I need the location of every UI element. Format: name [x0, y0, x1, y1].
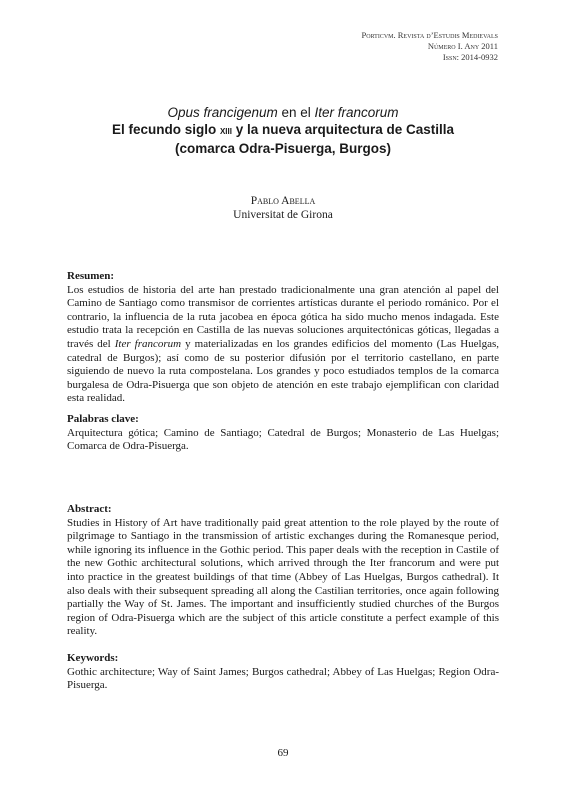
abstract-label: Abstract: [67, 503, 112, 515]
palabras-section [67, 413, 499, 454]
title-line-2a: El fecundo siglo [111, 122, 220, 137]
author-affiliation: Universitat de Girona [233, 209, 333, 221]
title-mid: en el [277, 105, 315, 120]
article-title [0, 104, 566, 157]
resumen-text-a: Los estudios de historia del arte han prestado tradicionalmente una gran atención al papel del Camino de Santiago como transmisor de corrientes artísticas durante el periodo románico. Por el contrario, la influencia de la ruta jacobea en época gótica ha sido mucho menos indagada. Este estudio trata la recepción en Castilla de las nuevas soluciones arquitectónicas góticas, llegadas a través del [67, 283, 499, 350]
journal-name: Porticvm. Revista d’Estudis Medievals [361, 30, 498, 40]
palabras-text: Arquitectura gótica; Camino de Santiago; Catedral de Burgos; Monasterio de Las Huelgas; Comarca de Odra-Pisuerga. [67, 426, 499, 453]
palabras-label: Palabras clave: [67, 413, 139, 425]
author-name: Pablo Abella [250, 195, 316, 207]
title-century: xiii [219, 125, 232, 137]
abstract-text: Studies in History of Art have traditionally paid great attention to the role played by the route of pilgrimage to Santiago in the transmission of artistic exchanges during the Romanesque period, while ignoring its influence in the Gothic period. This paper deals with the reception in Castile of the new Gothic architectural solutions, which arrived through the Iter francorum and were put into practice in the greatest buildings of that time (Abbey of Las Huelgas, Burgos cathedral). It also deals with their subsequent spreading all along the Castilian territories, once again following partially the Way of St. James. The important and insufficiently studied churches of the Burgos region of Odra-Pisuerga which are the subject of this article constitute a perfect example of this reality. [67, 516, 499, 638]
keywords-section [67, 652, 499, 693]
journal-issn: Issn: 2014-0932 [442, 52, 498, 62]
resumen-text-italic: Iter francorum [114, 337, 182, 350]
keywords-text: Gothic architecture; Way of Saint James; Burgos cathedral; Abbey of Las Huelgas; Region Odra-Pisuerga. [67, 665, 499, 692]
abstract-section [67, 503, 499, 639]
keywords-label: Keywords: [67, 652, 119, 664]
journal-header [361, 30, 498, 63]
author-block [0, 194, 566, 222]
title-italic-a: Opus francigenum [167, 105, 278, 120]
resumen-label: Resumen: [67, 270, 115, 282]
title-line-2 [0, 121, 566, 140]
page-number: 69 [277, 747, 289, 759]
title-line-2b: y la nueva arquitectura de Castilla [231, 122, 455, 137]
title-line-3: (comarca Odra-Pisuerga, Burgos) [174, 141, 392, 156]
resumen-text-b: y materializadas en los grandes edificios del momento (Las Huelgas, catedral de Burgos); así como de su posterior difusión por el territorio castellano, en parte siguiendo de nuevo la ruta compostelana. Los grandes y poco estudiados templos de la comarca burgalesa de Odra-Pisuerga que son objeto de atención en este trabajo ejemplifican con claridad esta realidad. [67, 337, 500, 405]
title-line-1 [0, 104, 566, 121]
journal-issue: Número I. Any 2011 [427, 41, 498, 51]
resumen-section [67, 270, 499, 406]
title-italic-b: Iter francorum [314, 105, 399, 120]
